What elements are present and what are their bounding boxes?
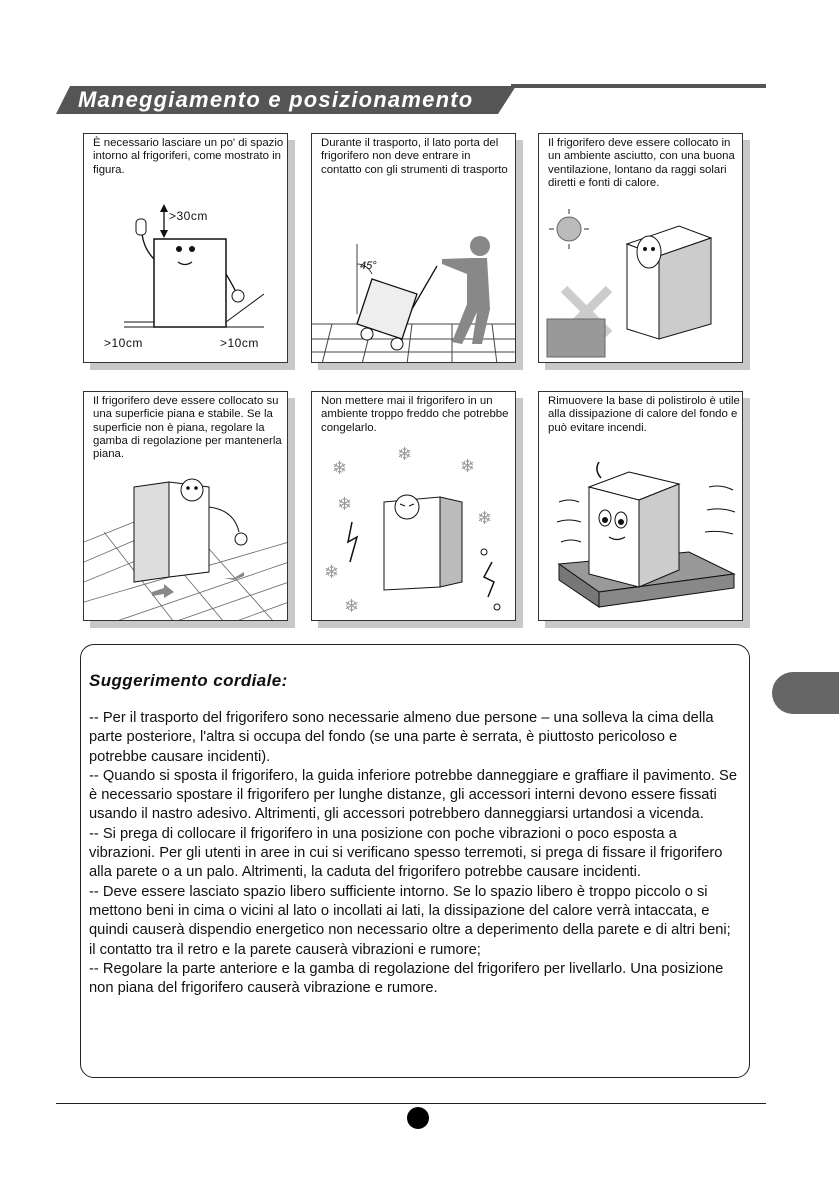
- footer-rule: [56, 1103, 766, 1104]
- section-title-bar: [56, 84, 766, 116]
- panel-transport: [311, 133, 516, 363]
- page-title: Maneggiamento e posizionamento: [78, 87, 474, 112]
- tip-paragraph: -- Si prega di collocare il frigorifero in una posizione con poche vibrazioni o poco esposta a vibrazioni. Per gli utenti in aree in cui si verificano spesso terremoti, si prega di fissare il frigorifero alla parete o a un palo. Altrimenti, la caduta del frigorifero potrebbe causare incidenti.: [89, 825, 723, 881]
- panel-text: Non mettere mai il frigorifero in un ambiente troppo freddo che potrebbe congelarlo.: [321, 395, 509, 434]
- tip-paragraph: -- Deve essere lasciato spazio libero sufficiente intorno. Se lo spazio libero è troppo piccolo o si mettono beni in cima o vicini al lato o incollati ai lati, la dissipazione del calore verrà intaccata, e quindi causerà dispendio energetico non necessario oltre a deperimento della parete e di altri beni; il contatto tra il retro e la parete causerà vibrazioni e rumore;: [89, 883, 731, 958]
- tips-title: Suggerimento cordiale:: [89, 671, 288, 690]
- angle-label: 45°: [360, 260, 377, 272]
- panel-text: Durante il trasporto, il lato porta del frigorifero non deve entrare in contatto con gli strumenti di trasporto: [321, 137, 508, 176]
- tip-paragraph: -- Per il trasporto del frigorifero sono necessarie almeno due persone – una solleva la cima della parte posteriore, l'altra si occupa del fondo (se una parte è serrata, è piuttosto pericoloso e potrebbe causare incidenti).: [89, 710, 714, 765]
- svg-text:❄: ❄: [324, 562, 340, 583]
- tips-body: [89, 709, 739, 998]
- panel-environment: [538, 133, 743, 363]
- panel-cold: [311, 391, 516, 621]
- tips-box: [80, 644, 750, 1078]
- panel-text: Rimuovere la base di polistirolo è utile alla dissipazione di calore del fondo e può evitare incendi.: [548, 395, 740, 434]
- svg-text:❄: ❄: [477, 508, 493, 529]
- svg-text:❄: ❄: [332, 458, 348, 479]
- clearance-top-label: >30cm: [169, 209, 208, 223]
- panel-text: È necessario lasciare un po' di spazio intorno al frigoriferi, come mostrato in figura.: [93, 137, 284, 176]
- panel-level-surface: [83, 391, 288, 621]
- svg-text:❄: ❄: [337, 494, 353, 515]
- panel-polystyrene: [538, 391, 743, 621]
- svg-text:❄: ❄: [460, 456, 476, 477]
- section-side-tab: [772, 672, 839, 714]
- svg-text:❄: ❄: [344, 596, 360, 617]
- clearance-right-label: >10cm: [220, 336, 259, 350]
- panel-text: Il frigorifero deve essere collocato in un ambiente asciutto, con una buona ventilazione, lontano da raggi solari diretti e fonti di calore.: [548, 137, 735, 189]
- svg-text:❄: ❄: [397, 444, 413, 465]
- panel-clearance: [83, 133, 288, 363]
- page-marker: [407, 1107, 429, 1129]
- clearance-left-label: >10cm: [104, 336, 143, 350]
- tip-paragraph: -- Quando si sposta il frigorifero, la guida inferiore potrebbe danneggiare e graffiare il pavimento. Se è necessario spostare il frigorifero per lunghe distanze, gli accessori interni devono essere fissati usando il nastro adesivo. Altrimenti, gli accessori potrebbero danneggiarsi urtandosi a vicenda.: [89, 767, 737, 823]
- panel-text: Il frigorifero deve essere collocato su una superficie piana e stabile. Se la superficie non è piana, regolare la gamba di regolazione per mantenerla piana.: [93, 395, 282, 461]
- tip-paragraph: -- Regolare la parte anteriore e la gamba di regolazione del frigorifero per livellarlo. Una posizione non piana del frigorifero causerà vibrazione e rumore.: [89, 960, 724, 997]
